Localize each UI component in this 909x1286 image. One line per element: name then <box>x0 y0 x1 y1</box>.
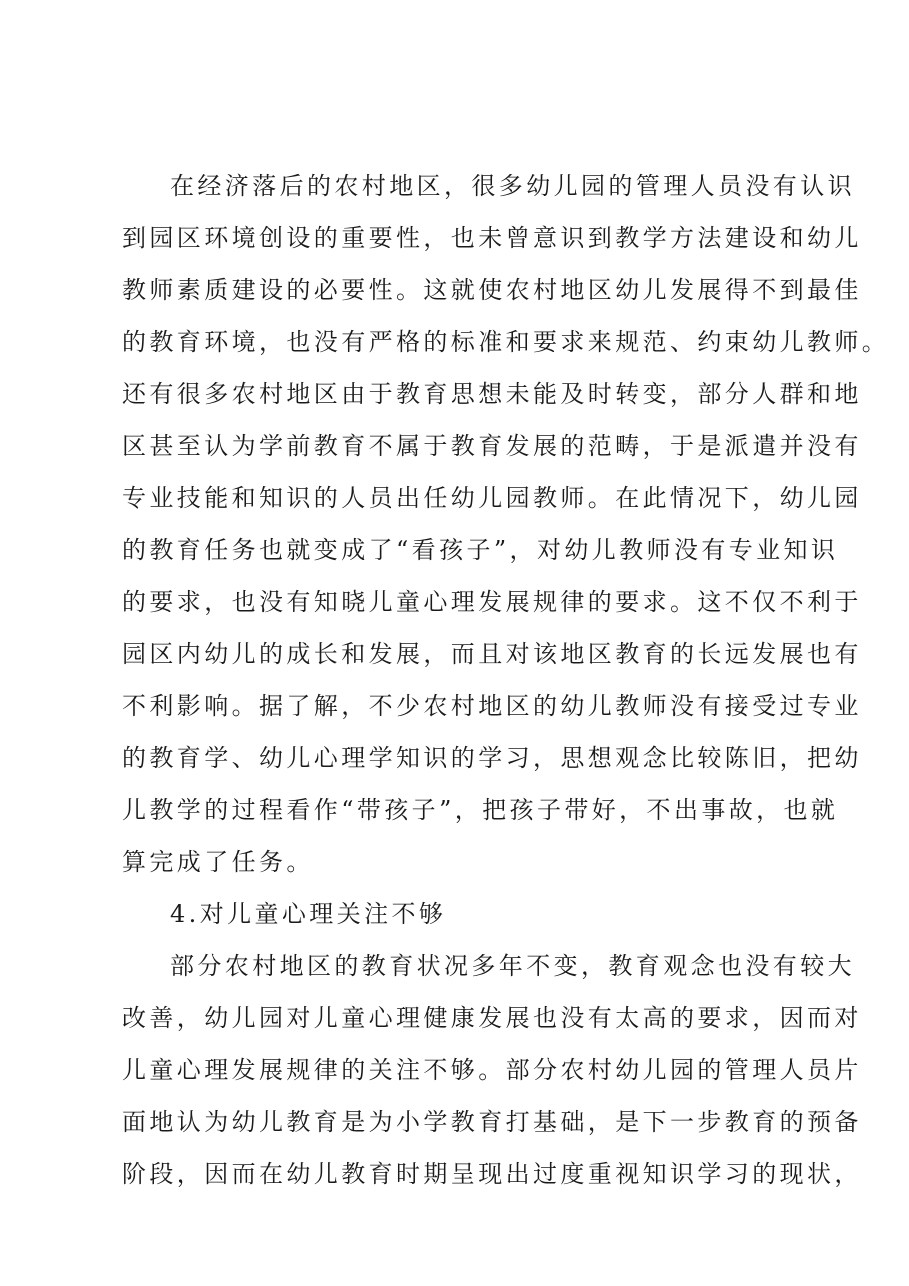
paragraph-1-line-10: 园区内幼儿的成长和发展，而且对该地区教育的长远发展也有 <box>122 640 862 668</box>
section-heading: 4.对儿童心理关注不够 <box>170 900 447 928</box>
paragraph-1-line-14: 算完成了任务。 <box>122 848 314 876</box>
paragraph-1-line-3: 教师素质建设的必要性。这就使农村地区幼儿发展得不到最佳 <box>122 276 862 304</box>
paragraph-1-line-4: 的教育环境，也没有严格的标准和要求来规范、约束幼儿教师。 <box>122 328 890 356</box>
paragraph-2-line-2: 改善，幼儿园对儿童心理健康发展也没有太高的要求，因而对 <box>122 1004 862 1032</box>
paragraph-1-line-9: 的要求，也没有知晓儿童心理发展规律的要求。这不仅不利于 <box>122 588 862 616</box>
paragraph-1-line-13: 儿教学的过程看作“带孩子”，把孩子带好，不出事故，也就 <box>122 796 839 824</box>
paragraph-2-line-4: 面地认为幼儿教育是为小学教育打基础，是下一步教育的预备 <box>122 1108 862 1136</box>
paragraph-1-line-1: 在经济落后的农村地区，很多幼儿园的管理人员没有认识 <box>170 172 855 200</box>
paragraph-1-line-5: 还有很多农村地区由于教育思想未能及时转变，部分人群和地 <box>122 380 862 408</box>
paragraph-1-line-12: 的教育学、幼儿心理学知识的学习，思想观念比较陈旧，把幼 <box>122 744 862 772</box>
paragraph-2-line-1: 部分农村地区的教育状况多年不变，教育观念也没有较大 <box>170 952 855 980</box>
paragraph-2-line-5: 阶段，因而在幼儿教育时期呈现出过度重视知识学习的现状， <box>122 1160 862 1188</box>
paragraph-1-line-7: 专业技能和知识的人员出任幼儿园教师。在此情况下，幼儿园 <box>122 484 862 512</box>
paragraph-2-line-3: 儿童心理发展规律的关注不够。部分农村幼儿园的管理人员片 <box>122 1056 862 1084</box>
paragraph-1-line-11: 不利影响。据了解，不少农村地区的幼儿教师没有接受过专业 <box>122 692 862 720</box>
paragraph-1-line-2: 到园区环境创设的重要性，也未曾意识到教学方法建设和幼儿 <box>122 224 862 252</box>
paragraph-1-line-6: 区甚至认为学前教育不属于教育发展的范畴，于是派遣并没有 <box>122 432 862 460</box>
paragraph-1-line-8: 的教育任务也就变成了“看孩子”，对幼儿教师没有专业知识 <box>122 536 839 564</box>
